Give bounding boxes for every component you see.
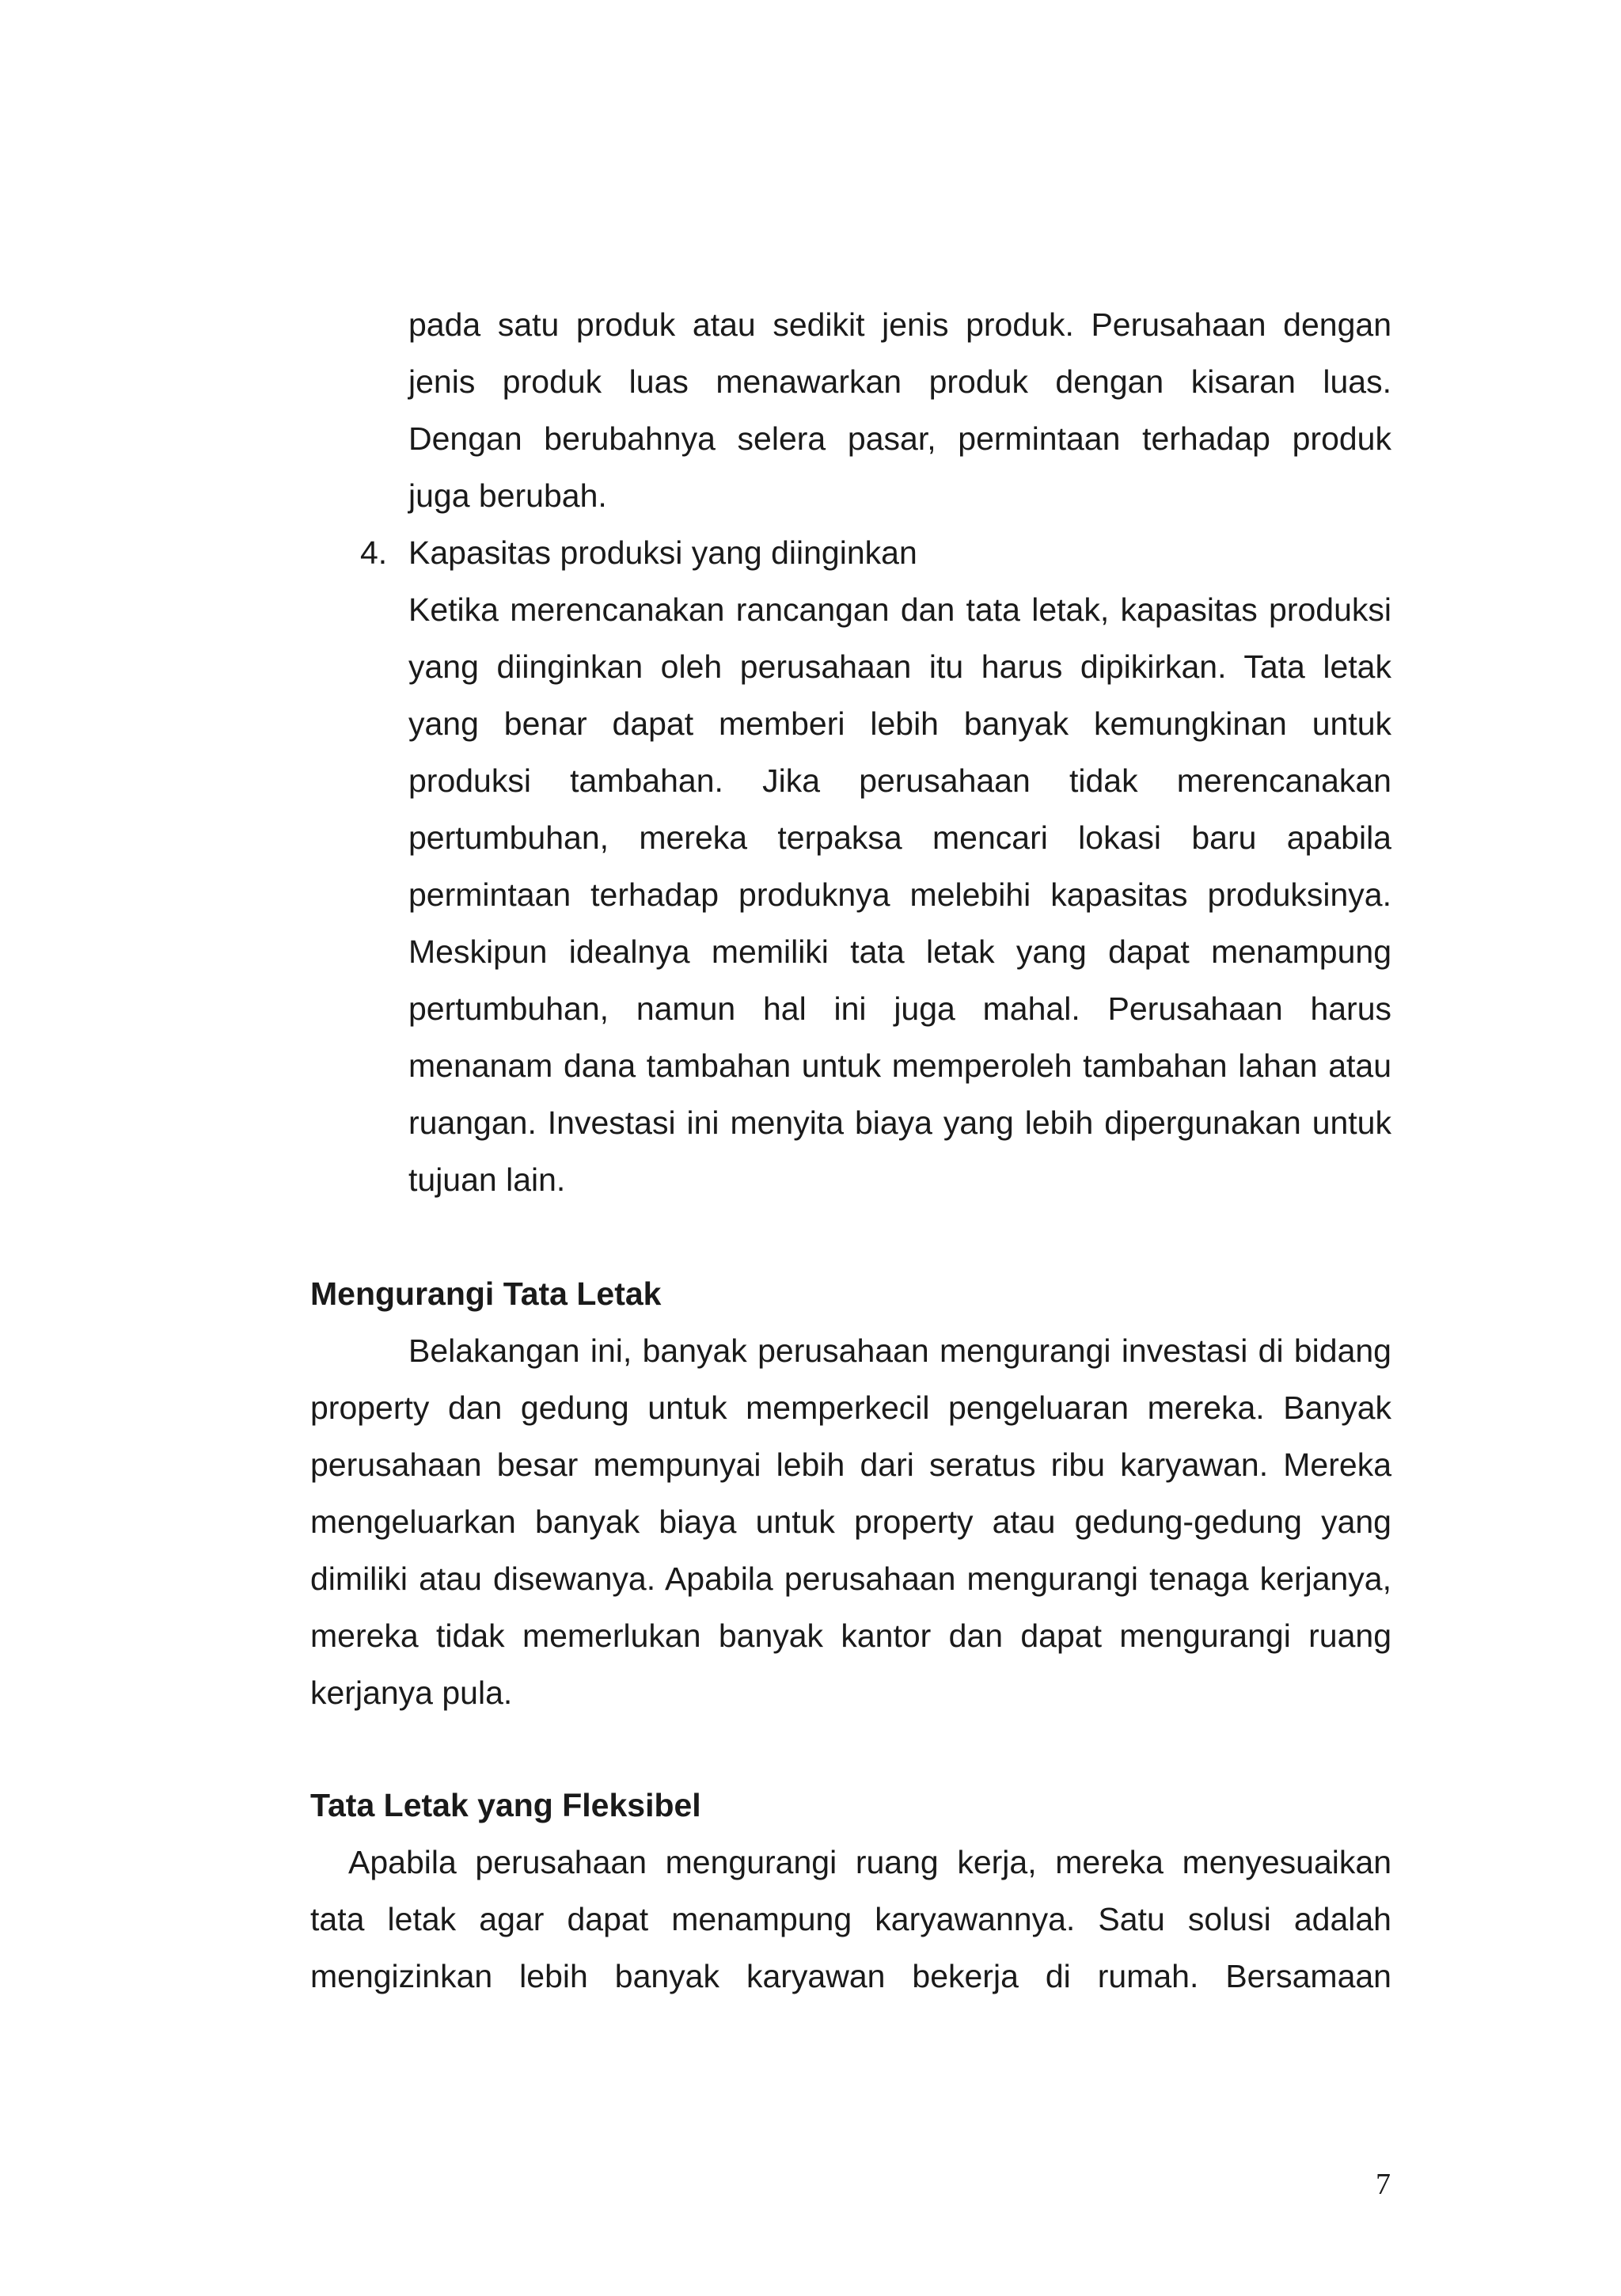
paragraph-line: jenis produk luas menawarkan produk dengan kisaran luas. [408,363,1391,400]
paragraph-line: Apabila perusahaan mengurangi ruang kerja, mereka menyesuaikan [348,1844,1391,1880]
list-item-title: Kapasitas produksi yang diinginkan [408,534,917,571]
paragraph-line: ruangan. Investasi ini menyita biaya yang lebih dipergunakan untuk [408,1104,1391,1141]
section-heading: Tata Letak yang Fleksibel [310,1787,701,1823]
paragraph-line: produksi tambahan. Jika perusahaan tidak merencanakan [408,762,1391,799]
paragraph-line: mengizinkan lebih banyak karyawan bekerja di rumah. Bersamaan [310,1958,1391,1994]
paragraph-line: pada satu produk atau sedikit jenis produk. Perusahaan dengan [408,306,1391,343]
paragraph-line: pertumbuhan, mereka terpaksa mencari lokasi baru apabila [408,819,1391,856]
paragraph-line: kerjanya pula. [310,1674,513,1711]
list-item-number: 4. [360,534,388,571]
paragraph-line: perusahaan besar mempunyai lebih dari seratus ribu karyawan. Mereka [310,1446,1391,1483]
paragraph-line: Meskipun idealnya memiliki tata letak yang dapat menampung [408,933,1391,970]
paragraph-line: Dengan berubahnya selera pasar, permintaan terhadap produk [408,420,1391,457]
paragraph-line: permintaan terhadap produknya melebihi kapasitas produksinya. [408,876,1391,913]
section-heading: Mengurangi Tata Letak [310,1275,662,1312]
paragraph-line: mereka tidak memerlukan banyak kantor dan dapat mengurangi ruang [310,1617,1391,1654]
paragraph-line: menanam dana tambahan untuk memperoleh tambahan lahan atau [408,1047,1391,1084]
paragraph-line: yang diinginkan oleh perusahaan itu harus dipikirkan. Tata letak [408,648,1391,685]
paragraph-line: dimiliki atau disewanya. Apabila perusahaan mengurangi tenaga kerjanya, [310,1560,1391,1597]
paragraph-line: Ketika merencanakan rancangan dan tata letak, kapasitas produksi [408,591,1391,628]
paragraph-line: yang benar dapat memberi lebih banyak kemungkinan untuk [408,705,1391,742]
paragraph-line: juga berubah. [408,477,607,514]
paragraph-line: mengeluarkan banyak biaya untuk property atau gedung-gedung yang [310,1503,1391,1540]
paragraph-line: tata letak agar dapat menampung karyawannya. Satu solusi adalah [310,1901,1391,1937]
paragraph-line: pertumbuhan, namun hal ini juga mahal. Perusahaan harus [408,990,1391,1027]
paragraph-line: Belakangan ini, banyak perusahaan mengurangi investasi di bidang [408,1332,1391,1369]
page-number: 7 [1376,2168,1391,2201]
paragraph-line: tujuan lain. [408,1161,566,1198]
paragraph-line: property dan gedung untuk memperkecil pengeluaran mereka. Banyak [310,1389,1391,1426]
